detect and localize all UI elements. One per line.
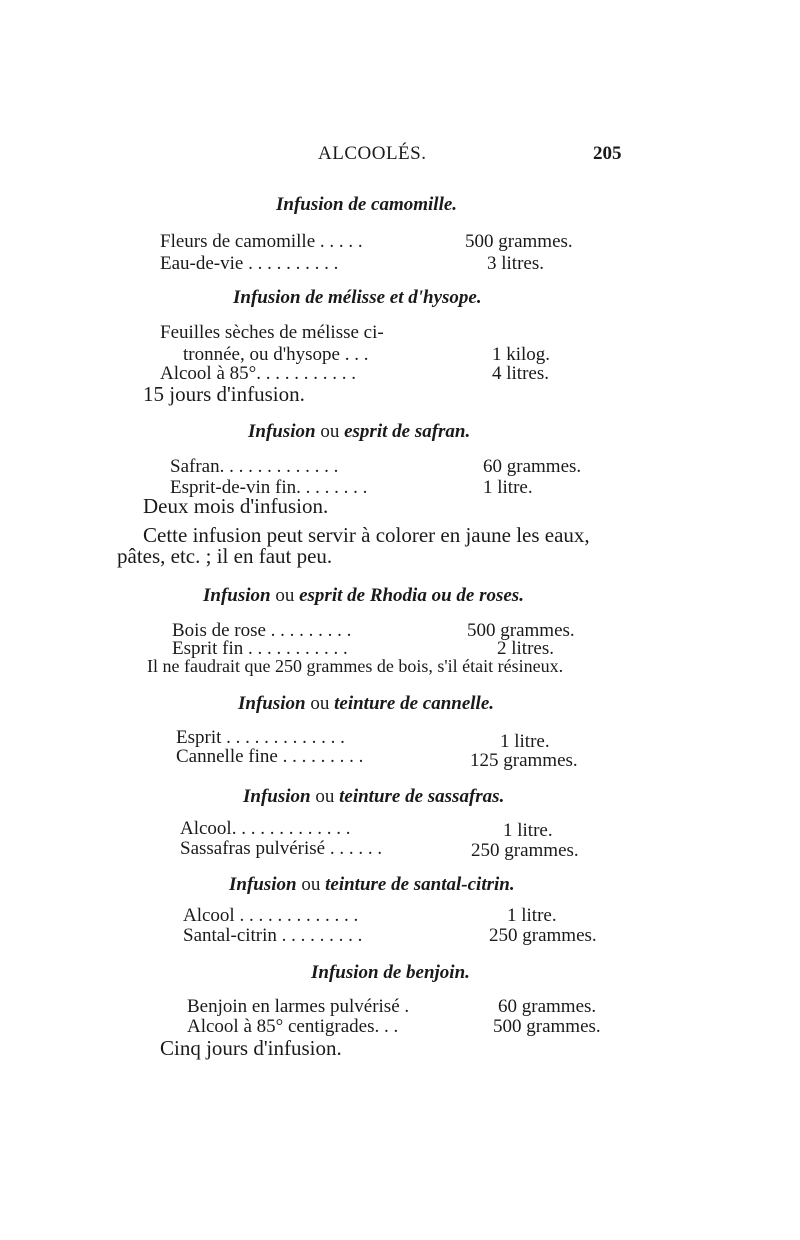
recipe-item: Santal-citrin . . . . . . . . . bbox=[183, 925, 363, 946]
recipe-note: Il ne faudrait que 250 grammes de bois, s'il était résineux. bbox=[147, 656, 564, 676]
section-title-melisse: Infusion de mélisse et d'hysope. bbox=[233, 287, 482, 308]
recipe-quantity: 60 grammes. bbox=[483, 456, 582, 477]
recipe-item: Fleurs de camomille . . . . . bbox=[160, 231, 363, 252]
recipe-quantity: 500 grammes. bbox=[467, 620, 575, 641]
section-title-rhodia: Infusion ou esprit de Rhodia ou de roses. bbox=[203, 585, 524, 606]
recipe-quantity: 2 litres. bbox=[497, 638, 554, 659]
recipe-item: Esprit . . . . . . . . . . . . . bbox=[176, 727, 345, 748]
section-title-benjoin: Infusion de benjoin. bbox=[311, 962, 470, 983]
section-title-camomille: Infusion de camomille. bbox=[276, 194, 458, 215]
recipe-note: pâtes, etc. ; il en faut peu. bbox=[117, 544, 333, 568]
recipe-item: tronnée, ou d'hysope . . . bbox=[183, 344, 369, 365]
section-title-santal: Infusion ou teinture de santal-citrin. bbox=[229, 874, 515, 895]
page-number: 205 bbox=[593, 143, 622, 164]
section-title-cannelle: Infusion ou teinture de cannelle. bbox=[238, 693, 495, 714]
recipe-note: Deux mois d'infusion. bbox=[143, 494, 329, 518]
recipe-quantity: 1 litre. bbox=[503, 820, 553, 841]
recipe-item: Eau-de-vie . . . . . . . . . . bbox=[160, 253, 339, 274]
recipe-item: Alcool. . . . . . . . . . . . . bbox=[180, 818, 351, 839]
recipe-quantity: 4 litres. bbox=[492, 363, 549, 384]
running-header-title: ALCOOLÉS. bbox=[318, 143, 427, 164]
recipe-quantity: 250 grammes. bbox=[489, 925, 597, 946]
recipe-item: Cannelle fine . . . . . . . . . bbox=[176, 746, 364, 767]
recipe-quantity: 3 litres. bbox=[487, 253, 544, 274]
recipe-item: Feuilles sèches de mélisse ci- bbox=[160, 322, 384, 343]
recipe-item: Sassafras pulvérisé . . . . . . bbox=[180, 838, 383, 859]
recipe-quantity: 500 grammes. bbox=[493, 1016, 601, 1037]
recipe-item: Alcool à 85° centigrades. . . bbox=[187, 1016, 399, 1037]
recipe-item: Esprit-de-vin fin. . . . . . . . bbox=[170, 477, 368, 498]
recipe-item: Alcool à 85°. . . . . . . . . . . bbox=[160, 363, 356, 384]
recipe-quantity: 1 litre. bbox=[500, 731, 550, 752]
recipe-note: Cette infusion peut servir à colorer en jaune les eaux, bbox=[143, 523, 590, 547]
recipe-quantity: 250 grammes. bbox=[471, 840, 579, 861]
recipe-item: Esprit fin . . . . . . . . . . . bbox=[172, 638, 348, 659]
section-title-safran: Infusion ou esprit de safran. bbox=[248, 421, 471, 442]
recipe-note: Cinq jours d'infusion. bbox=[160, 1036, 342, 1060]
recipe-quantity: 60 grammes. bbox=[498, 996, 597, 1017]
section-title-sassafras: Infusion ou teinture de sassafras. bbox=[243, 786, 505, 807]
recipe-note: 15 jours d'infusion. bbox=[143, 382, 305, 406]
recipe-item: Bois de rose . . . . . . . . . bbox=[172, 620, 352, 641]
recipe-item: Safran. . . . . . . . . . . . . bbox=[170, 456, 339, 477]
recipe-item: Alcool . . . . . . . . . . . . . bbox=[183, 905, 359, 926]
recipe-quantity: 1 litre. bbox=[483, 477, 533, 498]
recipe-quantity: 500 grammes. bbox=[465, 231, 573, 252]
recipe-quantity: 1 kilog. bbox=[492, 344, 551, 365]
recipe-quantity: 125 grammes. bbox=[470, 750, 578, 771]
recipe-item: Benjoin en larmes pulvérisé . bbox=[187, 996, 410, 1017]
recipe-quantity: 1 litre. bbox=[507, 905, 557, 926]
